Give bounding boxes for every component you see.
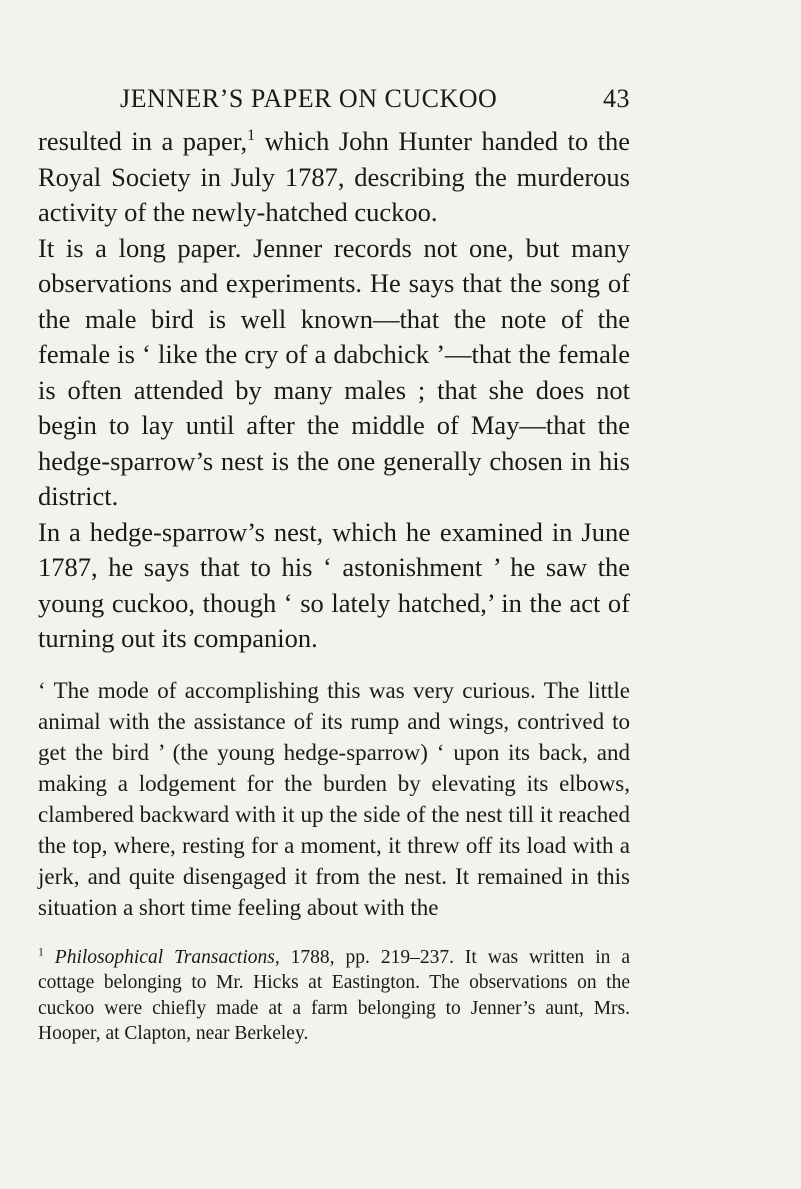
paragraph-1-text-before: resulted in a paper,: [38, 126, 248, 156]
block-quote: [38, 675, 630, 923]
paragraph-1: [38, 124, 630, 231]
footnote-reference: 1: [247, 127, 256, 145]
book-page: [38, 84, 630, 1047]
paragraph-1-text-after: which John Hunter handed to the Royal Society in July 1787, describing the murderous activity of the newly-hatched cuckoo.: [38, 126, 630, 227]
paragraph-3: In a hedge-sparrow’s nest, which he examined in June 1787, he says that to his ‘ astonishment ’ he saw the young cuckoo, though ‘ so lately hatched,’ in the act of turning out its companion.: [38, 516, 630, 653]
footnote-text: [38, 945, 630, 1047]
footnote-body: 1788, pp. 219–237. It was written in a cottage belonging to Mr. Hicks at Eastington. The observations on the cuckoo were chiefly made at a farm belonging to Jenner’s aunt, Mrs. Hooper, at Clapton, near Berkeley.: [38, 946, 631, 1044]
block-quote-text: ‘ The mode of accomplishing this was very curious. The little animal with the assistance of its rump and wings, contrived to get the bird ’ (the young hedge-sparrow) ‘ upon its back, and making a lodgement for the burden by elevating its elbows, clambered backward with it up the side of the nest till it reached the top, where, resting for a moment, it threw off its load with a jerk, and quite disengaged it from the nest. It remained in this situation a short time feeling about with the: [38, 677, 630, 920]
footnote-marker: 1: [38, 945, 44, 958]
footnote: [38, 945, 630, 1047]
paragraph-2: It is a long paper. Jenner records not one, but many observations and experiments. He says that the song of the male bird is well known—that the note of the female is ‘ like the cry of a dabchick ’—that the female is often attended by many males ; that she does not begin to lay until after the middle of May—that the hedge-sparrow’s nest is the one generally chosen in his district.: [38, 232, 630, 511]
body-text: [38, 124, 630, 657]
running-head: [38, 84, 630, 124]
footnote-journal-title: Philosophical Transactions,: [54, 946, 280, 968]
running-head-title: JENNER’S PAPER ON CUCKOO: [120, 84, 498, 113]
page-number: 43: [603, 84, 630, 113]
